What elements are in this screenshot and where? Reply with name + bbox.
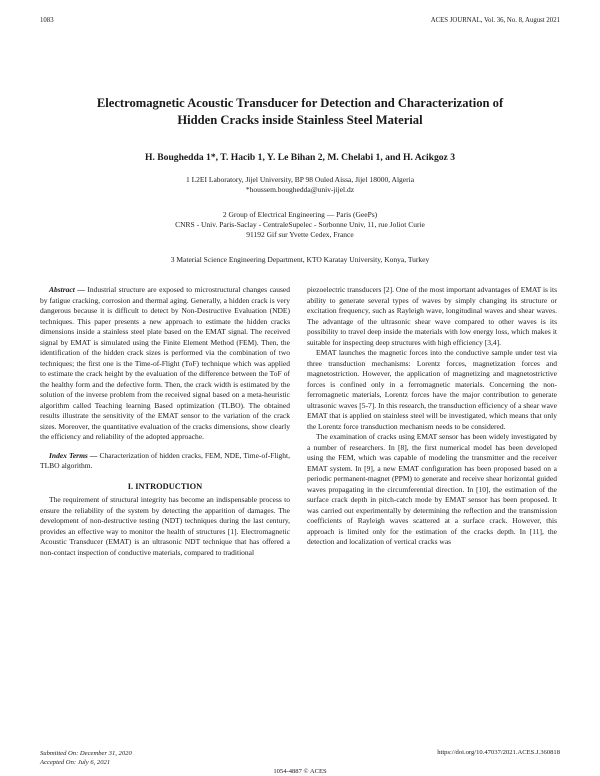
paper-title: [40, 95, 560, 128]
abstract-text: Industrial structure are exposed to microstructural changes caused by fatigue cracking, corrosion and thermal aging. Generally, a hidden crack is very dangerous because it is difficult to detect by Non-Destructive Evaluation (NDE) techniques. This paper presents a new approach to estimate the hidden cracks dimensions inside a stainless steel plate based on the EMAT signal. The received signal by EMAT is simulated using the Finite Element Method (FEM). Then, the identification of the hidden crack sizes is performed via the combination of two techniques; the first one is the Time-of-Flight (ToF) technique which was applied to estimate the crack height by the evaluation of the difference between the ToF of the healthy form and the defective form. Then, the crack width is estimated by the solution of the inverse problem from the received signal based on a meta-heuristic algorithm called Teaching learning Based optimization (TLBO). The obtained results illustrate the sensitivity of the EMAT sensor to the variation of the crack sizes. Moreover, the quantitative evaluation of the cracks dimensions, show clearly the efficiency and reliability of the adopted approache.: [40, 285, 291, 441]
index-terms: [40, 451, 290, 472]
affiliation-2-line-3: 91192 Gif sur Yvette Cedex, France: [246, 230, 354, 240]
right-column: [307, 285, 557, 548]
submitted-date: Submitted On: December 31, 2020: [40, 750, 132, 757]
abstract-label: Abstract —: [49, 285, 85, 294]
introduction-paragraph-3: The examination of cracks using EMAT sensor has been widely investigated by a number of researchers. In [8], the first numerical model has been developed using the FEM, which was capable of modeling the transmitter and the receiver EMAT system. In [9], a new EMAT configuration has been proposed based on a periodic permanent-magnet (PPM) to generate and receive shear horizontal guided waves propagating in the circumferential direction. In [10], the estimation of the surface crack depth in pitch-catch mode by EMAT sensor has been proposed. It was carried out experimentally by determining the reflection and the transmission coefficients of Rayleigh waves scattered at a surface crack. However, this approach is limited only for the estimation of the cracks depth. In [11], the detection and localization of vertical cracks was: [307, 432, 557, 546]
introduction-paragraph-2: EMAT launches the magnetic forces into the conductive sample under test via three transduction mechanisms: Lorentz forces, magnetization forces and magnetostriction. However, the application of magnetizing and magnetostrictive forces is confined only in a ferromagnetic materials. Concerning the non-ferromagnetic materials, Lorentz forces have the major contribution to generate ultrasonic waves [5-7]. In this research, the transduction efficiency of a shear wave EMAT that is applied on stainless steel will be investigated, which means that only the Lorentz force transduction mechanism needs to be considered.: [307, 348, 557, 431]
left-column: [40, 285, 290, 558]
page-number: 1083: [40, 17, 54, 24]
title-line-2: Hidden Cracks inside Stainless Steel Material: [177, 112, 423, 127]
affiliation-1-line-1: 1 L2EI Laboratory, Jijel University, BP 98 Ouled Aissa, Jijel 18000, Algeria: [185, 175, 415, 184]
accepted-date: Accepted On: July 6, 2021: [40, 759, 111, 766]
abstract: [40, 285, 290, 443]
submission-dates: [40, 749, 132, 767]
author-list: H. Boughedda 1*, T. Hacib 1, Y. Le Bihan 2, M. Chelabi 1, and H. Acikgoz 3: [145, 152, 455, 163]
index-terms-label: Index Terms —: [49, 450, 98, 460]
running-head: ACES JOURNAL, Vol. 36, No. 8, August 2021: [430, 17, 560, 24]
doi-link[interactable]: https://doi.org/10.47037/2021.ACES.J.360818: [437, 749, 560, 756]
affiliation-3-line-1: 3 Material Science Engineering Department, KTO Karatay University, Konya, Turkey: [170, 255, 430, 264]
index-terms-text: Characterization of hidden cracks, FEM, NDE, Time-of-Flight, TLBO algorithm.: [40, 450, 291, 470]
introduction-paragraph-1: The requirement of structural integrity has become an indispensable process to ensure the reliability of the system by detecting the apparition of damages. The development of non-destructive testing (NDT) techniques during the last century, provides an effective way to monitor the health of structures [1]. Electromagnetic Acoustic Transducer (EMAT) is an ultrasonic NDT technique that has offered a non-contact inspection of conductive materials, compared to traditional: [40, 495, 290, 557]
title-line-1: Electromagnetic Acoustic Transducer for Detection and Characterization of: [96, 96, 504, 110]
affiliation-2-line-1: 2 Group of Electrical Engineering — Paris (GeePs): [222, 210, 378, 219]
affiliation-2-line-2: CNRS - Univ. Paris-Saclay - CentraleSupelec - Sorbonne Univ, 11, rue Joliot Curie: [175, 220, 425, 230]
introduction-paragraph-1-continued: piezoelectric transducers [2]. One of the most important advantages of EMAT is its ability to generate several types of waves by simply changing its structure or excitation frequency, such as Rayleigh wave, longitudinal waves and shear waves. The advantage of the ultrasonic shear wave compared to other waves is its possibility to travel deep inside the materials with low energy loss, which makes it suitable for inspecting deep structures with high efficiency [3,4].: [307, 285, 557, 347]
affiliation-1: [40, 175, 560, 195]
affiliation-1-email: *houssem.boughedda@univ-jijel.dz: [245, 185, 355, 195]
issn-copyright: 1054-4887 © ACES: [273, 768, 327, 775]
affiliation-2: [40, 210, 560, 241]
affiliation-3: [40, 255, 560, 265]
introduction-heading: I. INTRODUCTION: [127, 481, 203, 491]
